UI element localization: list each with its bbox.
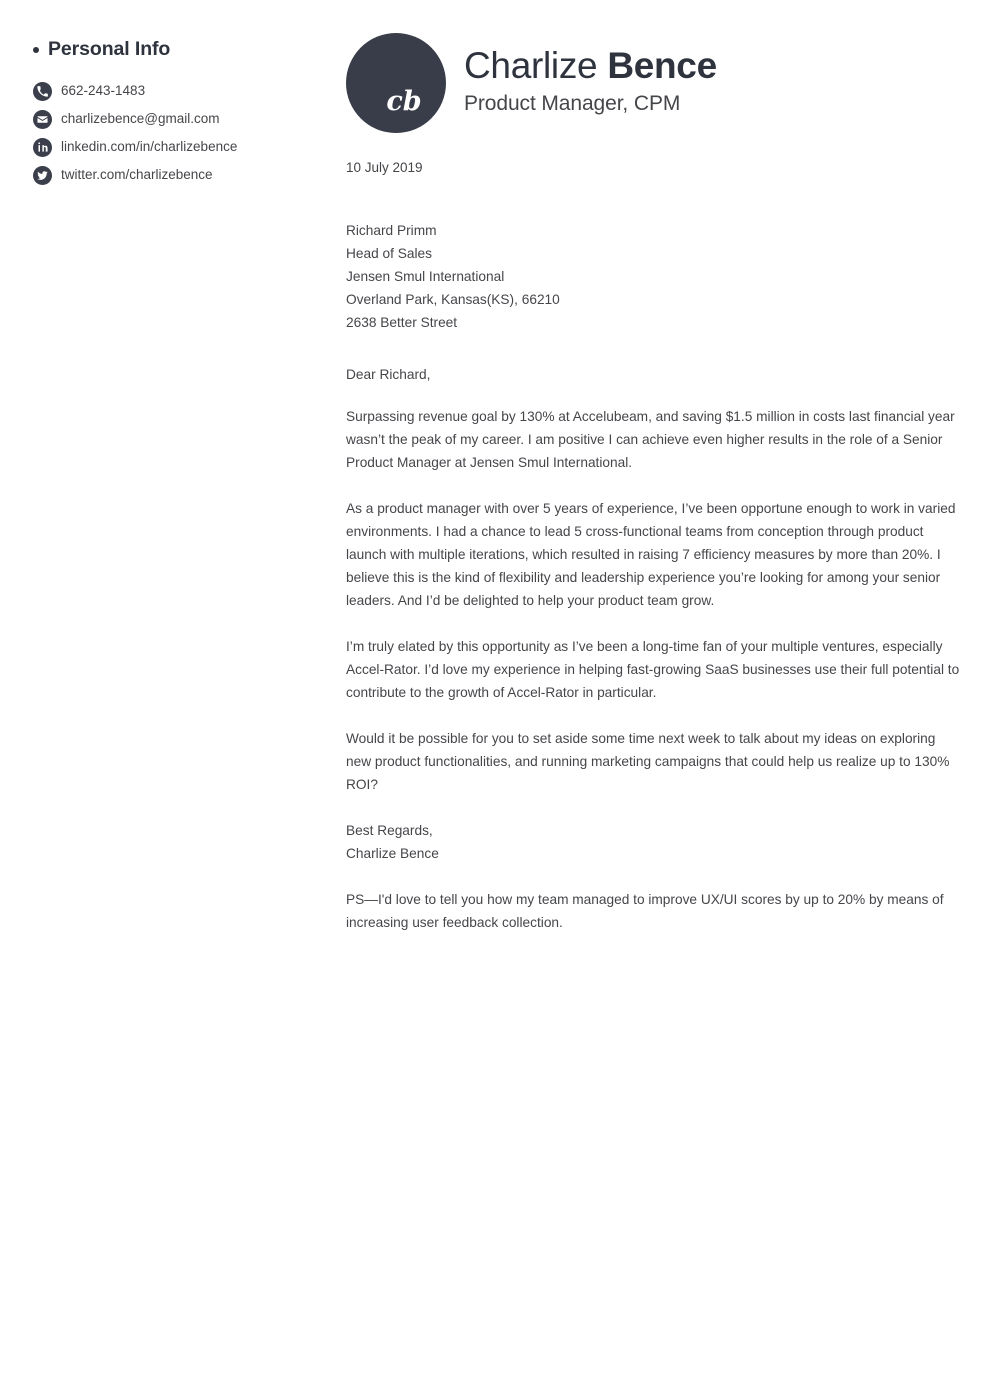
last-name: Bence bbox=[607, 45, 717, 87]
contact-item-twitter[interactable] bbox=[33, 161, 330, 189]
contact-item-email[interactable] bbox=[33, 105, 330, 133]
name-block bbox=[464, 46, 717, 120]
twitter-icon bbox=[33, 166, 52, 185]
recipient-line-city: Overland Park, Kansas(KS), 66210 bbox=[346, 292, 560, 307]
bullet-icon bbox=[33, 47, 39, 53]
body-paragraph-1: Surpassing revenue goal by 130% at Accelubeam, and saving $1.5 million in costs last financial year wasn’t the peak of my career. I am positive I can achieve even higher results in the role of a Senior Product Manager at Jensen Smul International. bbox=[346, 409, 955, 470]
contact-text-email: charlizebence@gmail.com bbox=[61, 111, 220, 127]
first-name: Charlize bbox=[464, 45, 598, 87]
recipient-line-street: 2638 Better Street bbox=[346, 315, 458, 330]
contact-item-phone[interactable] bbox=[33, 77, 330, 105]
phone-icon bbox=[33, 82, 52, 101]
salutation: Dear Richard, bbox=[346, 367, 431, 382]
personal-info-heading-label: Personal Info bbox=[48, 38, 171, 60]
recipient-line-name: Richard Primm bbox=[346, 223, 437, 238]
envelope-icon bbox=[33, 110, 52, 129]
recipient-line-role: Head of Sales bbox=[346, 246, 432, 261]
recipient-line-company: Jensen Smul International bbox=[346, 269, 505, 284]
postscript: PS—I'd love to tell you how my team managed to improve UX/UI scores by up to 20% by means of increasing user feedback collection. bbox=[346, 892, 944, 930]
page-title bbox=[464, 46, 717, 86]
contact-text-phone: 662-243-1483 bbox=[61, 83, 146, 99]
body-paragraph-3: I’m truly elated by this opportunity as I’ve been a long-time fan of your multiple ventures, especially Accel-Rator. I’d love my experience in helping fast-growing SaaS businesses use their full potential to contribute to the growth of Accel-Rator in particular. bbox=[346, 639, 960, 700]
body-paragraph-4: Would it be possible for you to set aside some time next week to talk about my ideas on exploring new product functionalities, and running marketing campaigns that could help us realize up to 130% ROI? bbox=[346, 731, 950, 792]
signoff bbox=[346, 819, 961, 865]
signature-name: Charlize Bence bbox=[346, 846, 439, 861]
job-title: Product Manager, CPM bbox=[464, 91, 681, 115]
personal-info-heading bbox=[33, 38, 330, 61]
letter-body bbox=[346, 0, 961, 948]
contact-item-linkedin[interactable] bbox=[33, 133, 330, 161]
body-paragraph-2: As a product manager with over 5 years of experience, I’ve been opportune enough to work in varied environments. I had a chance to lead 5 cross-functional teams from conception through product launch with multiple iterations, which resulted in raising 7 efficiency measures by more than 20%. I believe this is the kind of flexibility and leadership experience you’re looking for among your senior leaders. And I’d be delighted to help your product team grow. bbox=[346, 501, 956, 608]
contact-text-linkedin: linkedin.com/in/charlizebence bbox=[61, 139, 238, 155]
contact-list bbox=[33, 77, 330, 189]
linkedin-icon bbox=[33, 138, 52, 157]
sidebar bbox=[0, 0, 330, 189]
letter-header bbox=[346, 0, 961, 133]
contact-text-twitter: twitter.com/charlizebence bbox=[61, 167, 213, 183]
avatar-initials: cb bbox=[386, 86, 422, 117]
avatar bbox=[346, 33, 446, 133]
closing-line: Best Regards, bbox=[346, 823, 433, 838]
recipient-address bbox=[346, 219, 961, 334]
letter-date: 10 July 2019 bbox=[346, 160, 423, 175]
